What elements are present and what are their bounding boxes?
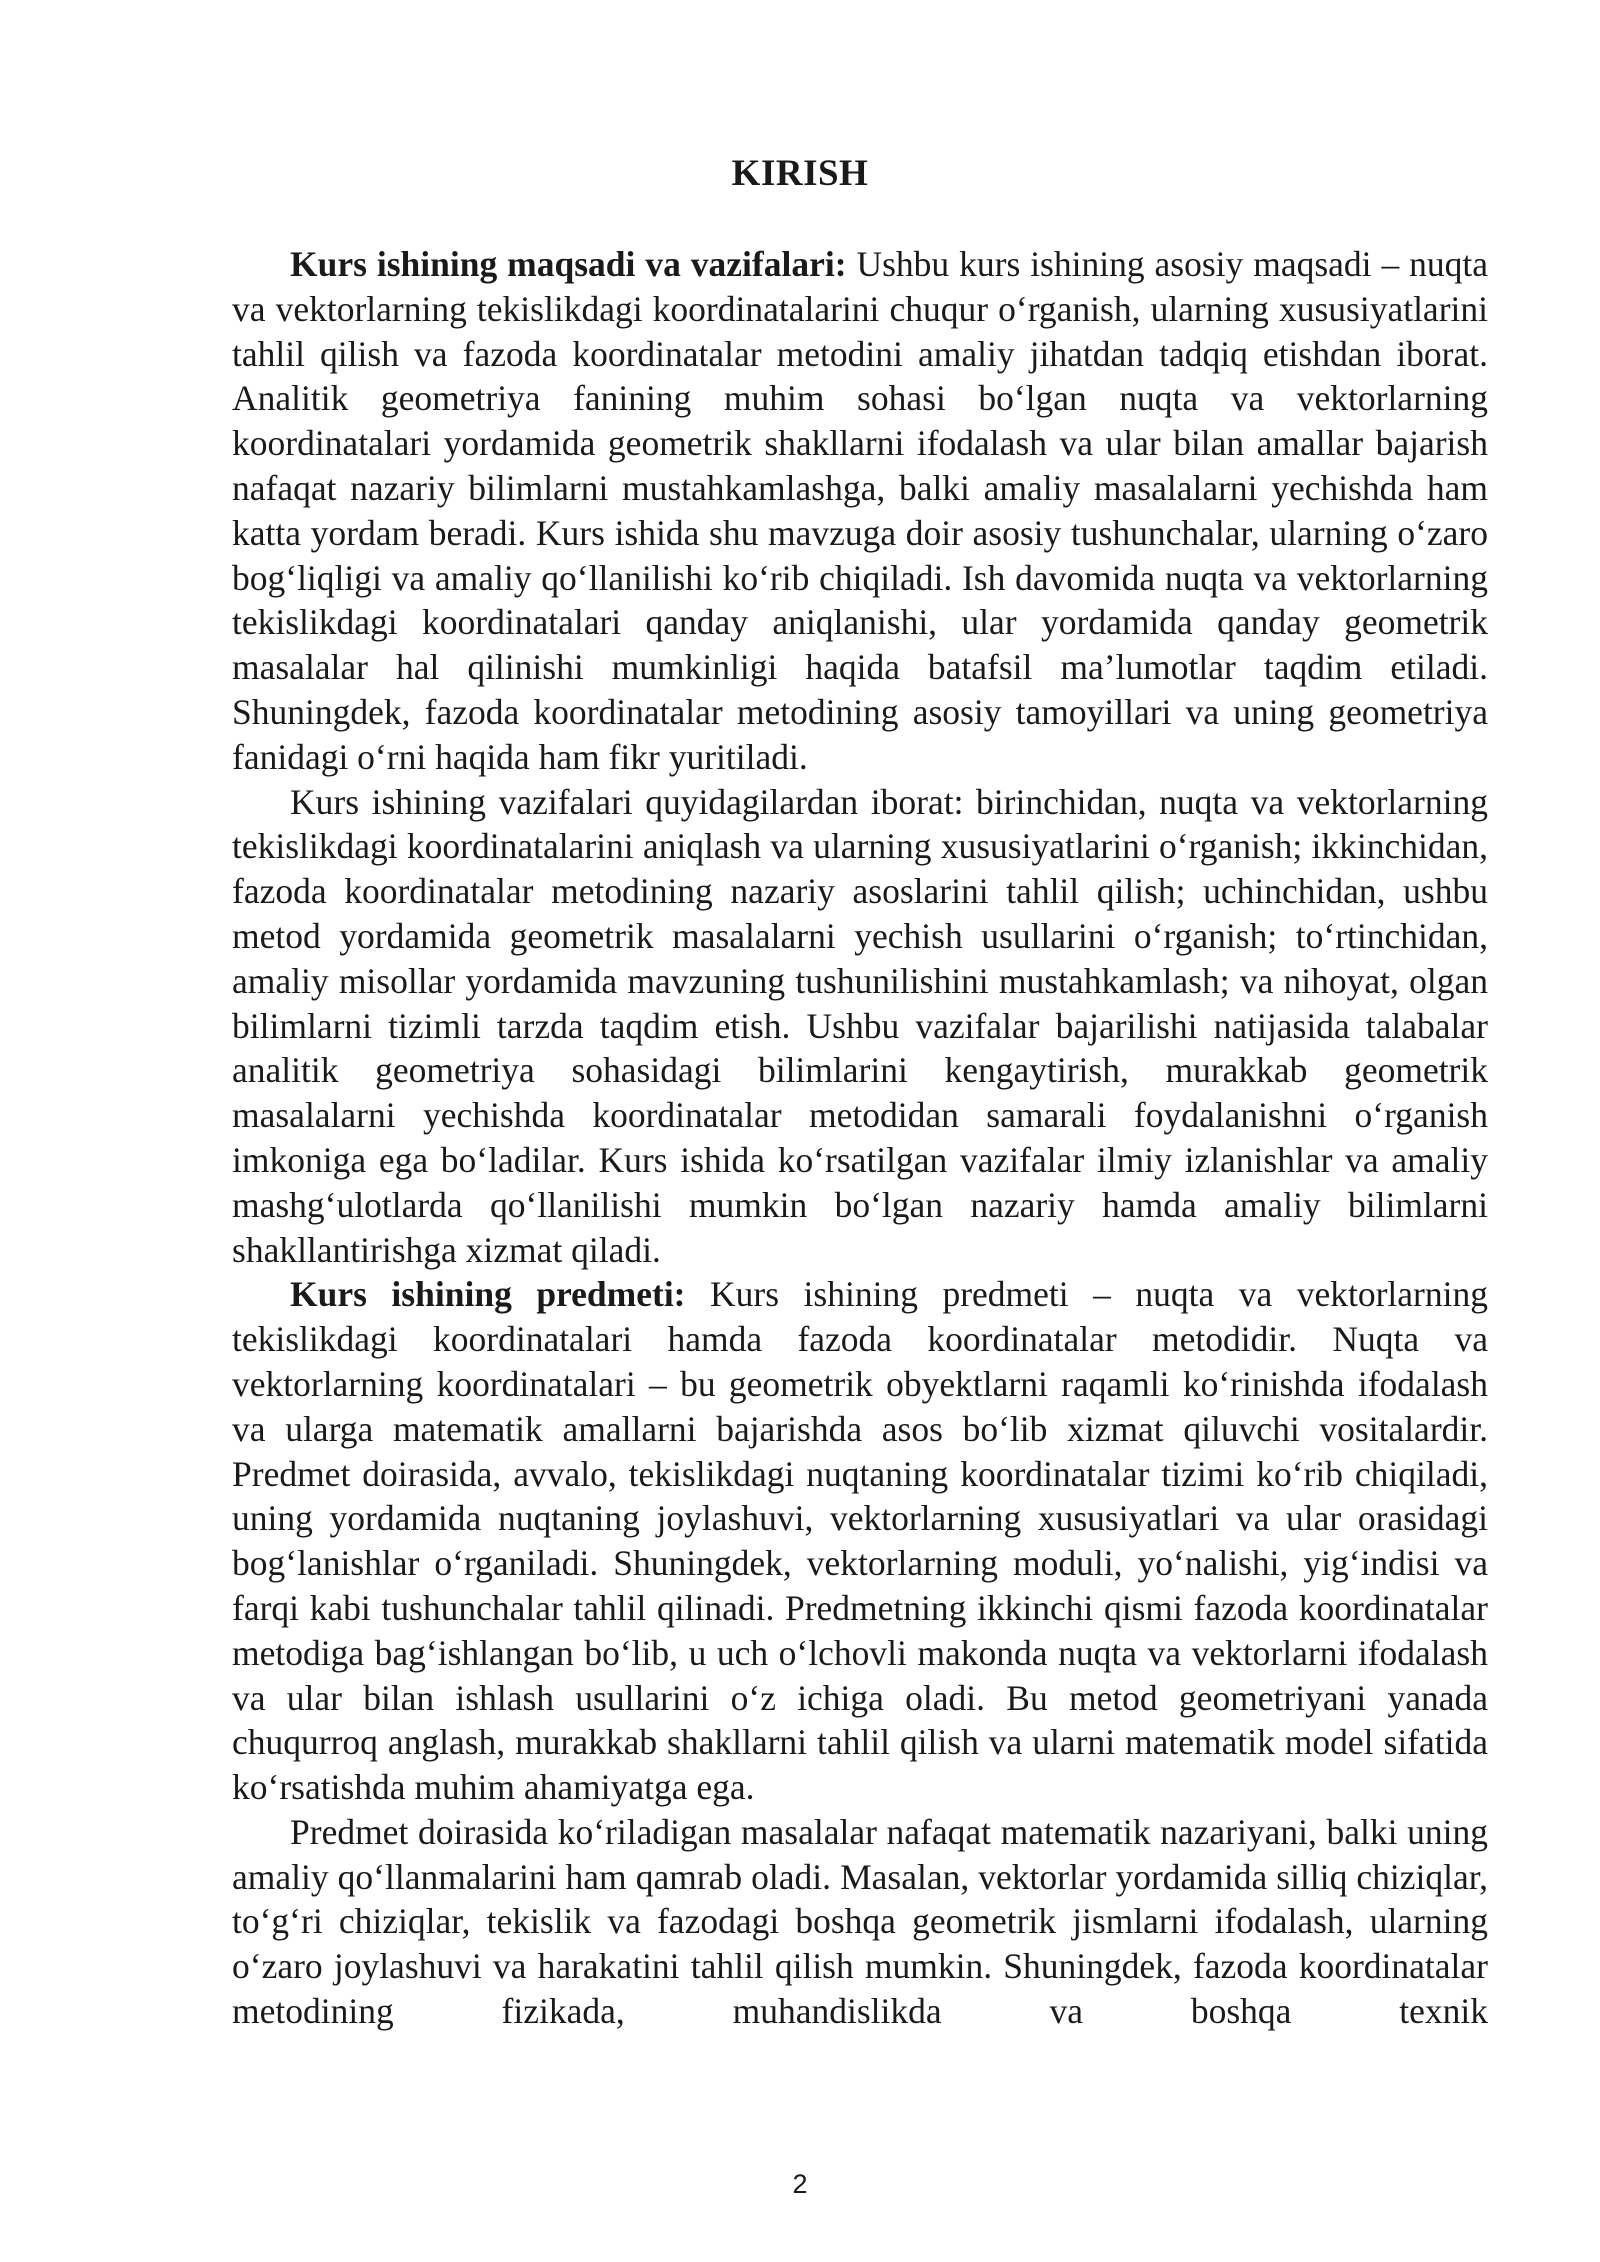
paragraph-text: Ushbu kurs ishining asosiy maqsadi – nuqta va vektorlarning tekislikdagi koordinatalarini chuqur o‘rganish, ularning xususiyatlarini tahlil qilish va fazoda koordinatalar metodini amaliy jihatdan tadqiq etishdan iborat. Analitik geometriya fanining muhim sohasi bo‘lgan nuqta va vektorlarning koordinatalari yordamida geometrik shakllarni ifodalash va ular bilan amallar bajarish nafaqat nazariy bilimlarni mustahkamlashga, balki amaliy masalalarni yechishda ham katta yordam beradi. Kurs ishida shu mavzuga doir asosiy tushunchalar, ularning o‘zaro bog‘liqligi va amaliy qo‘llanilishi ko‘rib chiqiladi. Ish davomida nuqta va vektorlarning tekislikdagi koordinatalari qanday aniqlanishi, ular yordamida qanday geometrik masalalar hal qilinishi mumkinligi haqida batafsil ma’lumotlar taqdim etiladi. Shuningdek, fazoda koordinatalar metodining asosiy tamoyillari va uning geometriya fanidagi o‘rni haqida ham fikr yuritiladi. (232, 244, 1489, 777)
paragraph-text: Kurs ishining predmeti – nuqta va vektorlarning tekislikdagi koordinatalari hamda fazoda koordinatalar metodidir. Nuqta va vektorlarning koordinatalari – bu geometrik obyektlarni raqamli ko‘rinishda ifodalash va ularga matematik amallarni bajarishda asos bo‘lib xizmat qiluvchi vositalardir. Predmet doirasida, avvalo, tekislikdagi nuqtaning koordinatalar tizimi ko‘rib chiqiladi, uning yordamida nuqtaning joylashuvi, vektorlarning xususiyatlari va ular orasidagi bog‘lanishlar o‘rganiladi. Shuningdek, vektorlarning moduli, yo‘nalishi, yig‘indisi va farqi kabi tushunchalar tahlil qilinadi. Predmetning ikkinchi qismi fazoda koordinatalar metodiga bag‘ishlangan bo‘lib, u uch o‘lchovli makonda nuqta va vektorlarni ifodalash va ular bilan ishlash usullarini o‘z ichiga oladi. Bu metod geometriyani yanada chuqurroq anglash, murakkab shakllarni tahlil qilish va ularni matematik model sifatida ko‘rsatishda muhim ahamiyatga ega. (232, 1274, 1488, 1808)
paragraph-tasks (232, 780, 1488, 1273)
body-text (232, 242, 1488, 2034)
paragraph-text: Kurs ishining vazifalari quyidagilardan iborat: birinchidan, nuqta va vektorlarning tekislikdagi koordinatalarini aniqlash va ularning xususiyatlarini o‘rganish; ikkinchidan, fazoda koordinatalar metodining nazariy asoslarini tahlil qilish; uchinchidan, ushbu metod yordamida geometrik masalalarni yechish usullarini o‘rganish; to‘rtinchidan, amaliy misollar yordamida mavzuning tushunilishini mustahkamlash; va nihoyat, olgan bilimlarni tizimli tarzda taqdim etish. Ushbu vazifalar bajarilishi natijasida talabalar analitik geometriya sohasidagi bilimlarini kengaytirish, murakkab geometrik masalalarni yechishda koordinatalar metodidan samarali foydalanishni o‘rganish imkoniga ega bo‘ladilar. Kurs ishida ko‘rsatilgan vazifalar ilmiy izlanishlar va amaliy mashg‘ulotlarda qo‘llanilishi mumkin bo‘lgan nazariy hamda amaliy bilimlarni shakllantirishga xizmat qiladi. (232, 781, 1488, 1270)
paragraph-lead: Kurs ishining predmeti: (290, 1274, 686, 1315)
paragraph-goals (232, 242, 1488, 780)
page-title: KIRISH (731, 153, 869, 194)
paragraph-scope (232, 1810, 1488, 2034)
page-number: 2 (792, 2169, 808, 2199)
paragraph-text: Predmet doirasida ko‘riladigan masalalar nafaqat matematik nazariyani, balki uning amaliy qo‘llanmalarini ham qamrab oladi. Masalan, vektorlar yordamida silliq chiziqlar, to‘g‘ri chiziqlar, tekislik va fazodagi boshqa geometrik jismlarni ifodalash, ularning o‘zaro joylashuvi va harakatini tahlil qilish mumkin. Shuningdek, fazoda koordinatalar metodining fizikada, muhandislikda va boshqa texnik (232, 1811, 1488, 2032)
paragraph-subject (232, 1272, 1488, 1810)
paragraph-lead: Kurs ishining maqsadi va vazifalari: (290, 244, 847, 284)
